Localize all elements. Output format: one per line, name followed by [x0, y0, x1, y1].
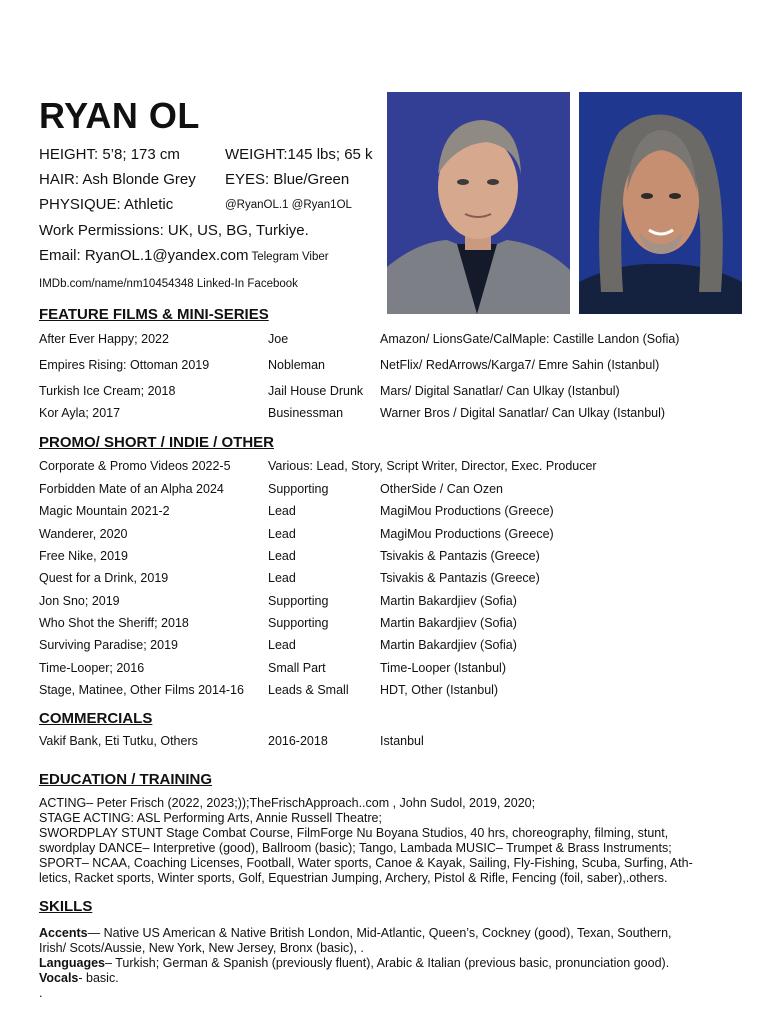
- education-line: SWORDPLAY STUNT Stage Combat Course, FilmForge Nu Boyana Studios, 40 hrs, choreography, filming, stunt,: [39, 826, 669, 840]
- promo-row: [39, 504, 739, 522]
- commercial-title: Vakif Bank, Eti Tutku, Others: [39, 734, 198, 748]
- education-text: [39, 796, 729, 886]
- headshot-long-hair-image: [579, 92, 742, 314]
- vocals-text: - basic.: [78, 971, 119, 985]
- accents-text: — Native US American & Native British London, Mid-Atlantic, Queen’s, Cockney (good), Texan, Southern,: [87, 926, 672, 940]
- feature-title: Turkish Ice Cream; 2018: [39, 384, 176, 398]
- headshot-suit-photo: [387, 92, 570, 314]
- promo-title: Time-Looper; 2016: [39, 661, 145, 675]
- education-line: letics, Racket sports, Winter sports, Golf, Equestrian Jumping, Archery, Pistol & Rifle, Fencing (foil, saber),.others.: [39, 871, 668, 885]
- feature-row: [39, 406, 739, 424]
- accents-label: Accents: [39, 926, 88, 940]
- messenger-text: Telegram Viber: [248, 251, 329, 263]
- promo-title: Surviving Paradise; 2019: [39, 638, 178, 652]
- feature-title: Kor Ayla; 2017: [39, 406, 121, 420]
- email-line: [39, 247, 329, 266]
- feature-row: [39, 358, 739, 376]
- promo-title: Wanderer, 2020: [39, 527, 128, 541]
- feature-row: [39, 332, 739, 350]
- education-heading: EDUCATION / TRAINING: [39, 771, 213, 788]
- languages-line: [39, 956, 729, 971]
- feature-title: Empires Rising: Ottoman 2019: [39, 358, 210, 372]
- promo-role: Supporting: [268, 482, 329, 496]
- education-line: STAGE ACTING: ASL Performing Arts, Annie Russell Theatre;: [39, 811, 382, 825]
- promo-role: Supporting: [268, 594, 329, 608]
- skills-text: [39, 926, 729, 1001]
- hair-stat: HAIR: Ash Blonde Grey: [39, 171, 196, 188]
- promo-row: [39, 638, 739, 656]
- feature-role: Nobleman: [268, 358, 325, 372]
- promo-production: Martin Bakardjiev (Sofia): [380, 638, 517, 652]
- promo-row: [39, 527, 739, 545]
- actor-name: RYAN OL: [39, 95, 200, 136]
- education-line: SPORT– NCAA, Coaching Licenses, Football, Water sports, Canoe & Kayak, Sailing, Fly-Fishing, Scuba, Surfing, Ath-: [39, 856, 693, 870]
- feature-production: Amazon/ LionsGate/CalMaple: Castille Landon (Sofia): [380, 332, 680, 346]
- feature-films-heading: FEATURE FILMS & MINI-SERIES: [39, 306, 269, 323]
- promo-role: Various: Lead, Story, Script Writer, Director, Exec. Producer: [268, 459, 597, 473]
- promo-role: Lead: [268, 527, 296, 541]
- email-text: Email: RyanOL.1@yandex.com: [39, 247, 249, 264]
- eyes-stat: EYES: Blue/Green: [225, 171, 350, 188]
- commercials-heading: COMMERCIALS: [39, 710, 153, 727]
- imdb-line: [39, 275, 298, 293]
- feature-production: Mars/ Digital Sanatlar/ Can Ulkay (Istanbul): [380, 384, 620, 398]
- promo-production: MagiMou Productions (Greece): [380, 504, 554, 518]
- headshot-suit-image: [387, 92, 570, 314]
- promo-role: Small Part: [268, 661, 326, 675]
- social-handles: @RyanOL.1 @Ryan1OL: [225, 199, 352, 211]
- feature-role: Jail House Drunk: [268, 384, 364, 398]
- promo-production: Time-Looper (Istanbul): [380, 661, 506, 675]
- promo-role: Leads & Small: [268, 683, 349, 697]
- promo-row: [39, 549, 739, 567]
- promo-production: Martin Bakardjiev (Sofia): [380, 616, 517, 630]
- trailing-mark: .: [39, 986, 43, 1000]
- promo-title: Who Shot the Sheriff; 2018: [39, 616, 189, 630]
- weight-stat: WEIGHT:145 lbs; 65 k: [225, 146, 373, 163]
- headshot-long-hair-photo: [579, 92, 742, 314]
- feature-production: NetFlix/ RedArrows/Karga7/ Emre Sahin (Istanbul): [380, 358, 660, 372]
- promo-title: Free Nike, 2019: [39, 549, 128, 563]
- promo-role: Lead: [268, 571, 296, 585]
- commercial-row: [39, 734, 739, 752]
- commercial-production: Istanbul: [380, 734, 424, 748]
- promo-row: [39, 482, 739, 500]
- promo-production: MagiMou Productions (Greece): [380, 527, 554, 541]
- promo-role: Lead: [268, 504, 296, 518]
- height-stat: HEIGHT: 5’8; 173 cm: [39, 146, 180, 163]
- promo-production: OtherSide / Can Ozen: [380, 482, 503, 496]
- promo-row: [39, 594, 739, 612]
- promo-production: Martin Bakardjiev (Sofia): [380, 594, 517, 608]
- promo-row: [39, 683, 739, 701]
- promo-title: Stage, Matinee, Other Films 2014-16: [39, 683, 244, 697]
- promo-role: Lead: [268, 549, 296, 563]
- promo-row: [39, 459, 739, 477]
- promo-title: Magic Mountain 2021-2: [39, 504, 170, 518]
- feature-row: [39, 384, 739, 402]
- physique-stat: PHYSIQUE: Athletic: [39, 196, 174, 213]
- imdb-link: IMDb.com/name/nm10454348: [39, 278, 194, 290]
- promo-role: Lead: [268, 638, 296, 652]
- promo-row: [39, 616, 739, 634]
- feature-role: Joe: [268, 332, 289, 346]
- vocals-line: [39, 971, 729, 986]
- promo-production: Tsivakis & Pantazis (Greece): [380, 571, 540, 585]
- promo-title: Forbidden Mate of an Alpha 2024: [39, 482, 224, 496]
- education-line: swordplay DANCE– Interpretive (good), Ballroom (basic); Tango, Lambada MUSIC– Trumpet & Brass Instruments;: [39, 841, 672, 855]
- promo-production: HDT, Other (Istanbul): [380, 683, 499, 697]
- promo-title: Quest for a Drink, 2019: [39, 571, 169, 585]
- promo-heading: PROMO/ SHORT / INDIE / OTHER: [39, 434, 275, 451]
- accents-line-2: Irish/ Scots/Aussie, New York, New Jersey, Bronx (basic), .: [39, 941, 364, 955]
- promo-row: [39, 661, 739, 679]
- skills-heading: SKILLS: [39, 898, 93, 915]
- promo-title: Corporate & Promo Videos 2022-5: [39, 459, 231, 473]
- work-permissions: Work Permissions: UK, US, BG, Turkiye.: [39, 222, 309, 239]
- accents-line: [39, 926, 729, 941]
- feature-role: Businessman: [268, 406, 344, 420]
- social-links-text: Linked-In Facebook: [193, 278, 298, 290]
- languages-label: Languages: [39, 956, 105, 970]
- feature-production: Warner Bros / Digital Sanatlar/ Can Ulkay (Istanbul): [380, 406, 666, 420]
- promo-role: Supporting: [268, 616, 329, 630]
- education-line: ACTING– Peter Frisch (2022, 2023;));TheFrischApproach..com , John Sudol, 2019, 2020;: [39, 796, 536, 810]
- commercial-role: 2016-2018: [268, 734, 328, 748]
- promo-production: Tsivakis & Pantazis (Greece): [380, 549, 540, 563]
- vocals-label: Vocals: [39, 971, 79, 985]
- promo-title: Jon Sno; 2019: [39, 594, 120, 608]
- feature-title: After Ever Happy; 2022: [39, 332, 169, 346]
- languages-text: – Turkish; German & Spanish (previously fluent), Arabic & Italian (previous basic, pronunciation good).: [105, 956, 670, 970]
- promo-row: [39, 571, 739, 589]
